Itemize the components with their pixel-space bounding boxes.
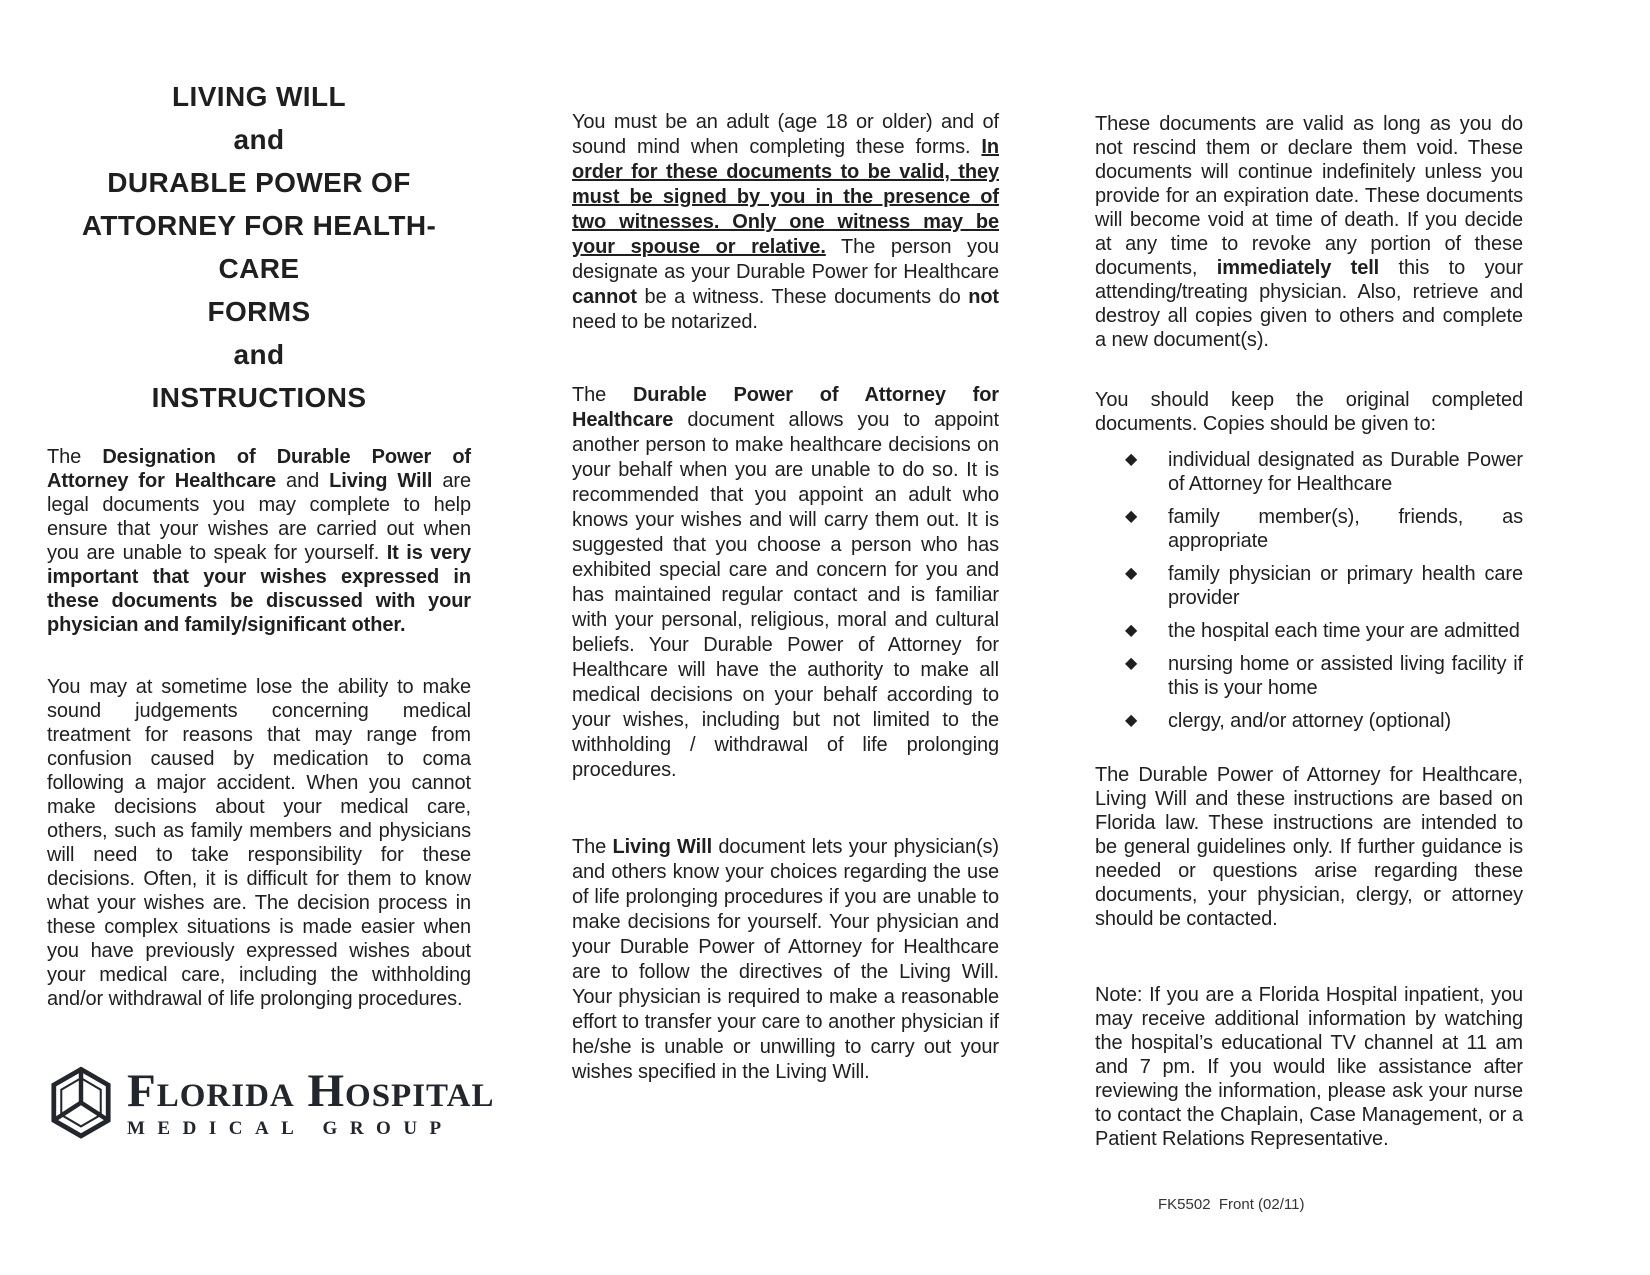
- middle-column: [572, 110, 999, 1085]
- text-segment: this to your attending/treating physician. Also, retrieve and destroy all copies given to others and complete a new document(s).: [1095, 257, 1523, 351]
- florida-hospital-logo: [47, 1065, 495, 1143]
- diamond-bullet-icon: ◆: [1125, 655, 1138, 672]
- copies-list: [1095, 448, 1523, 733]
- text-segment: The: [572, 836, 613, 858]
- text-segment: and: [276, 470, 330, 492]
- decision-ability-paragraph: You may at sometime lose the ability to make sound judgements concerning medical treatment for reasons that may range from confusion caused by medication to coma following a major accident. When you cannot make decisions about your medical care, others, such as family members and physicians will need to take responsibility for these decisions. Often, it is difficult for them to know what your wishes are. The decision process in these complex situations is made easier when you have previously expressed wishes about your medical care, including the withholding and/or withdrawal of life prolonging procedures.: [47, 676, 471, 1010]
- title-line: LIVING WILL: [172, 81, 346, 112]
- text-segment: cannot: [572, 286, 637, 308]
- logo-name: Florida Hospital: [127, 1065, 495, 1117]
- florida-law-paragraph: The Durable Power of Attorney for Healthcare, Living Will and these instructions are based on Florida law. These instructions are intended to be general guidelines only. If further guidance is needed or questions arise regarding these documents, your physician, clergy, or attorney should be contacted.: [1095, 764, 1523, 930]
- living-will-description-paragraph: [572, 835, 999, 1085]
- text-segment: The: [47, 446, 103, 468]
- title-line: ATTORNEY FOR HEALTH-: [81, 210, 437, 241]
- diamond-bullet-icon: ◆: [1125, 451, 1138, 468]
- text-segment: You must be an adult (age 18 or older) and of sound mind when completing these forms.: [572, 111, 999, 158]
- inpatient-note-paragraph: Note: If you are a Florida Hospital inpatient, you may receive additional information by watching the hospital’s educational TV channel at 11 am and 7 pm. If you would like assistance after reviewing the information, please ask your nurse to contact the Chaplain, Case Management, or a Patient Relations Representative.: [1095, 984, 1523, 1150]
- title-line: FORMS: [207, 296, 311, 327]
- text-segment: immediately tell: [1216, 257, 1380, 279]
- text-segment: Durable Power of Attorney for Healthcare: [572, 384, 999, 431]
- text-segment: Living Will: [329, 470, 433, 492]
- list-item-text: individual designated as Durable Power of Attorney for Healthcare: [1168, 449, 1523, 495]
- copies-intro: You should keep the original completed documents. Copies should be given to:: [1095, 389, 1523, 435]
- document-title: [47, 75, 471, 419]
- text-segment: document lets your physician(s) and others know your choices regarding the use of life prolonging procedures if you are unable to make decisions for yourself. Your physician and your Durable Power of Attorney for Healthcare are to follow the directives of the Living Will. Your physician is required to make a reasonable effort to transfer your care to another physician if he/she is unable or unwilling to carry out your wishes specified in the Living Will.: [572, 836, 999, 1083]
- text-segment: Designation of Durable Power of Attorney for Healthcare: [47, 446, 471, 492]
- designation-intro-paragraph: [47, 445, 471, 637]
- diamond-bullet-icon: ◆: [1125, 622, 1138, 639]
- list-item-text: nursing home or assisted living facility if this is your home: [1168, 653, 1523, 699]
- list-item: [1095, 505, 1523, 553]
- diamond-bullet-icon: ◆: [1125, 712, 1138, 729]
- text-segment: The person you designate as your Durable Power for Healthcare: [572, 236, 999, 283]
- florida-hospital-logo-icon: [47, 1065, 115, 1143]
- list-item: [1095, 448, 1523, 496]
- title-line: INSTRUCTIONS: [151, 382, 367, 413]
- list-item-text: clergy, and/or attorney (optional): [1168, 710, 1452, 732]
- text-segment: need to be notarized.: [572, 311, 758, 333]
- text-segment: It is very important that your wishes expressed in these documents be discussed with your physician and family/significant other.: [47, 542, 471, 636]
- right-column: [1095, 112, 1523, 1151]
- list-item: [1095, 652, 1523, 700]
- logo-tagline: MEDICAL GROUP: [127, 1118, 454, 1139]
- list-item: [1095, 709, 1523, 733]
- form-number-footer: FK5502 Front (02/11): [1158, 1196, 1305, 1213]
- text-segment: document allows you to appoint another person to make healthcare decisions on your behalf when you are unable to do so. It is recommended that you appoint an adult who knows your wishes and will carry them out. It is suggested that you choose a person who has exhibited special care and concern for you and has maintained regular contact and is familiar with your personal, religious, moral and cultural beliefs. Your Durable Power of Attorney for Healthcare will have the authority to make all medical decisions on your behalf according to your wishes, including but not limited to the withholding / withdrawal of life prolonging procedures.: [572, 409, 999, 781]
- text-segment: not: [968, 286, 999, 308]
- text-segment: In order for these documents to be valid, they must be signed by you in the presence of two witnesses. Only one witness may be your spouse or relative.: [572, 136, 999, 258]
- text-segment: The: [572, 384, 633, 406]
- title-line: CARE: [218, 253, 300, 284]
- title-line: DURABLE POWER OF: [107, 167, 411, 198]
- title-line: and: [233, 124, 285, 155]
- diamond-bullet-icon: ◆: [1125, 565, 1138, 582]
- text-segment: These documents are valid as long as you do not rescind them or declare them void. These documents will continue indefinitely unless you provide for an expiration date. These documents will become void at time of death. If you decide at any time to revoke any portion of these documents,: [1095, 113, 1523, 279]
- list-item: [1095, 562, 1523, 610]
- diamond-bullet-icon: ◆: [1125, 508, 1138, 525]
- durable-power-description-paragraph: [572, 383, 999, 783]
- list-item: [1095, 619, 1523, 643]
- text-segment: Living Will: [612, 836, 713, 858]
- title-line: and: [233, 339, 285, 370]
- left-column: [47, 60, 495, 1143]
- list-item-text: the hospital each time your are admitted: [1168, 620, 1520, 642]
- text-segment: are legal documents you may complete to help ensure that your wishes are carried out when you are unable to speak for yourself.: [47, 470, 471, 564]
- text-segment: be a witness. These documents do: [636, 286, 969, 308]
- validity-paragraph: [1095, 112, 1523, 352]
- witness-requirements-paragraph: [572, 110, 999, 335]
- list-item-text: family member(s), friends, as appropriate: [1168, 506, 1523, 552]
- list-item-text: family physician or primary health care provider: [1168, 563, 1523, 609]
- logo-text: [127, 1065, 495, 1140]
